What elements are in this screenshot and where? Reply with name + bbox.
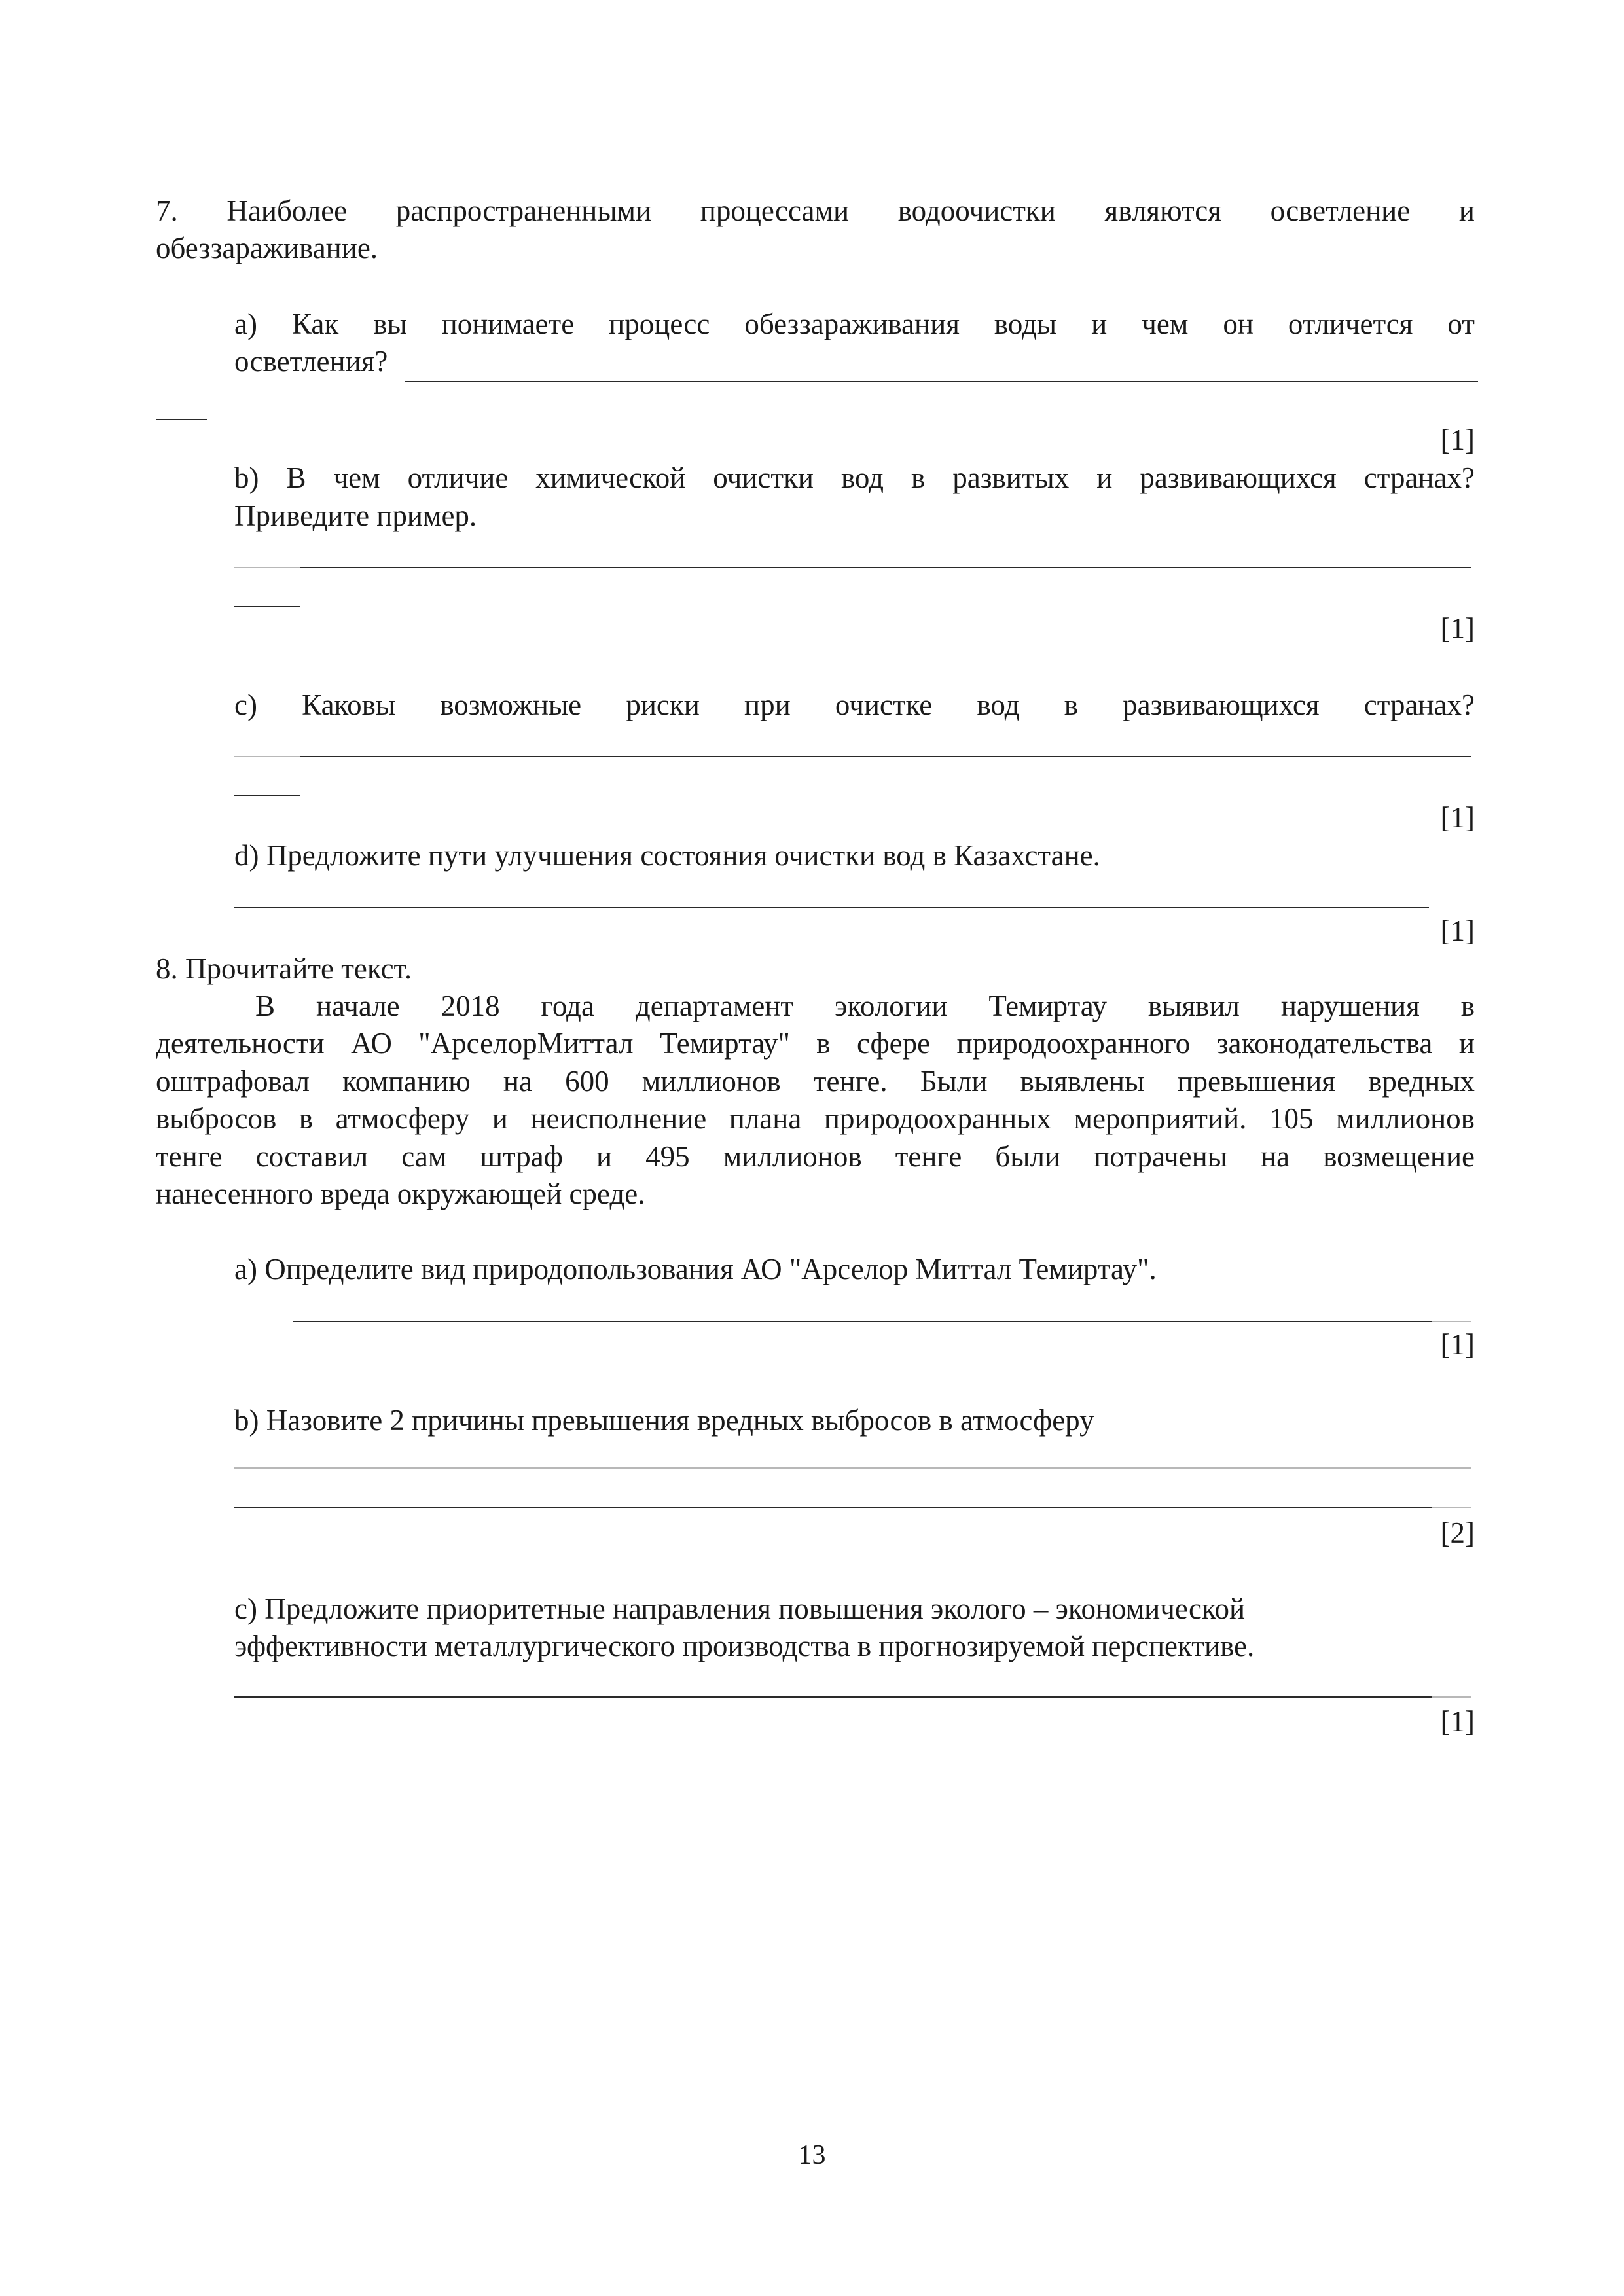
word: являются xyxy=(1104,194,1221,227)
word: химической xyxy=(535,461,686,494)
q7a-question-line1 xyxy=(234,310,1475,339)
word: компанию xyxy=(342,1065,471,1098)
word: странах? xyxy=(1363,461,1475,494)
word: вредных xyxy=(1368,1065,1475,1098)
word: возмещение xyxy=(1323,1140,1475,1173)
word: деятельности xyxy=(156,1027,325,1060)
q8-paragraph-line2 xyxy=(156,1029,1475,1058)
word: b) xyxy=(234,461,259,494)
word: вы xyxy=(373,308,407,340)
word: в xyxy=(1460,990,1475,1022)
q8b-answer-line-1[interactable] xyxy=(234,1467,1471,1469)
word: развивающихся xyxy=(1140,461,1337,494)
word: мероприятий. xyxy=(1074,1102,1247,1135)
word: 7. xyxy=(156,194,178,227)
q7-stem-line2: обеззараживание. xyxy=(156,232,378,264)
word: потрачены xyxy=(1094,1140,1227,1173)
word: неисполнение xyxy=(530,1102,707,1135)
q7b-question-line1 xyxy=(234,463,1475,493)
word: чем xyxy=(333,461,380,494)
word: выявлены xyxy=(1020,1065,1145,1098)
word: распространенными xyxy=(395,194,652,227)
word: в xyxy=(298,1102,314,1135)
word: начале xyxy=(316,990,400,1022)
word: чем xyxy=(1142,308,1189,340)
word: выбросов xyxy=(156,1102,277,1135)
word: нарушения xyxy=(1280,990,1420,1022)
word: он xyxy=(1223,308,1254,340)
q8b-question: b) Назовите 2 причины превышения вредных выбросов в атмосферу xyxy=(234,1404,1094,1437)
q7c-score-mark: [1] xyxy=(1440,801,1475,834)
word: Каковы xyxy=(302,689,396,721)
word: атмосферу xyxy=(335,1102,470,1135)
q7b-answer-line-lead[interactable] xyxy=(234,567,300,568)
word: года xyxy=(541,990,594,1022)
word: 600 xyxy=(565,1065,609,1098)
q8-title: 8. Прочитайте текст. xyxy=(156,952,412,985)
word: Наиболее xyxy=(226,194,348,227)
word: оштрафовал xyxy=(156,1065,310,1098)
word: сфере xyxy=(857,1027,931,1060)
word: вод xyxy=(840,461,884,494)
word: воды xyxy=(994,308,1057,340)
word: отличется xyxy=(1288,308,1413,340)
q7b-question-line2: Приведите пример. xyxy=(234,499,477,532)
word: составил xyxy=(255,1140,369,1173)
word: и xyxy=(492,1102,508,1135)
word: от xyxy=(1447,308,1475,340)
word: с) xyxy=(234,689,257,721)
q7a-question-line2: осветления? xyxy=(234,345,388,378)
word: Были xyxy=(920,1065,988,1098)
word: отличие xyxy=(407,461,509,494)
q8b-answer-line-2-tail[interactable] xyxy=(1432,1507,1471,1508)
word: и xyxy=(596,1140,613,1173)
word: и xyxy=(1091,308,1108,340)
word: развивающихся xyxy=(1123,689,1320,721)
q8b-score-mark: [2] xyxy=(1440,1516,1475,1549)
page-number: 13 xyxy=(798,2140,826,2170)
word: экологии xyxy=(835,990,948,1022)
word: на xyxy=(503,1065,532,1098)
q8c-score-mark: [1] xyxy=(1440,1705,1475,1738)
word: а) xyxy=(234,308,257,340)
word: на xyxy=(1261,1140,1290,1173)
word: странах? xyxy=(1363,689,1475,721)
q7b-score-mark: [1] xyxy=(1440,612,1475,645)
q7-stem-line1 xyxy=(156,196,1475,226)
word: очистке xyxy=(835,689,933,721)
q7d-question: d) Предложите пути улучшения состояния очистки вод в Казахстане. xyxy=(234,839,1100,872)
q8c-answer-line[interactable] xyxy=(234,1696,1432,1698)
q7d-score-mark: [1] xyxy=(1440,914,1475,947)
q7a-answer-line[interactable] xyxy=(405,381,1478,382)
word: и xyxy=(1458,1027,1475,1060)
word: осветление xyxy=(1270,194,1411,227)
q7c-answer-line[interactable] xyxy=(300,756,1471,757)
word: обеззараживания xyxy=(744,308,960,340)
word: развитых xyxy=(952,461,1070,494)
word: департамент xyxy=(635,990,794,1022)
word: миллионов xyxy=(723,1140,862,1173)
word: очистки xyxy=(713,461,814,494)
word: "АрселорМиттал xyxy=(418,1027,634,1060)
word: В xyxy=(255,990,276,1022)
q7b-answer-line-continued[interactable] xyxy=(234,606,300,607)
word: АО xyxy=(351,1027,392,1060)
word: риски xyxy=(626,689,700,721)
word: вод xyxy=(977,689,1020,721)
word: процесс xyxy=(609,308,710,340)
q7d-answer-line[interactable] xyxy=(234,907,1429,908)
word: сам xyxy=(401,1140,447,1173)
q7c-answer-line-lead[interactable] xyxy=(234,756,300,757)
word: В xyxy=(286,461,306,494)
word: понимаете xyxy=(441,308,575,340)
q8-paragraph-line5 xyxy=(156,1142,1475,1172)
q7a-answer-line-continued[interactable] xyxy=(156,419,207,420)
word: 495 xyxy=(645,1140,690,1173)
q8-paragraph-line4 xyxy=(156,1104,1475,1134)
word: тенге. xyxy=(813,1065,888,1098)
word: 105 xyxy=(1269,1102,1314,1135)
q8c-answer-line-tail[interactable] xyxy=(1432,1696,1471,1698)
word: тенге xyxy=(895,1140,962,1173)
word: водоочистки xyxy=(897,194,1056,227)
q8a-question: а) Определите вид природопользования АО "Арселор Миттал Темиртау". xyxy=(234,1253,1157,1285)
word: выявил xyxy=(1147,990,1240,1022)
q8c-question-line1: с) Предложите приоритетные направления повышения эколого – экономической xyxy=(234,1592,1246,1625)
word: возможные xyxy=(440,689,582,721)
word: Темиртау xyxy=(988,990,1107,1022)
word: и xyxy=(1458,194,1475,227)
q7c-answer-line-continued[interactable] xyxy=(234,795,300,796)
word: в xyxy=(911,461,926,494)
word: плана xyxy=(729,1102,802,1135)
word: и xyxy=(1096,461,1113,494)
word: превышения xyxy=(1177,1065,1335,1098)
q8-paragraph-line6: нанесенного вреда окружающей среде. xyxy=(156,1177,645,1210)
word: в xyxy=(1064,689,1078,721)
word: Темиртау" xyxy=(659,1027,790,1060)
word: были xyxy=(995,1140,1061,1173)
q7c-question-line1 xyxy=(234,691,1475,720)
q8c-question-line2: эффективности металлургического производства в прогнозируемой перспективе. xyxy=(234,1630,1255,1662)
word: Как xyxy=(291,308,339,340)
q8b-answer-line-2[interactable] xyxy=(234,1507,1432,1508)
word: миллионов xyxy=(641,1065,781,1098)
word: миллионов xyxy=(1336,1102,1475,1135)
word: в xyxy=(816,1027,831,1060)
word: законодательства xyxy=(1216,1027,1433,1060)
q8a-answer-line-tail[interactable] xyxy=(1432,1321,1471,1322)
word: при xyxy=(744,689,791,721)
word: процессами xyxy=(700,194,850,227)
word: 2018 xyxy=(441,990,500,1022)
q8a-score-mark: [1] xyxy=(1440,1328,1475,1361)
q8-paragraph-line1 xyxy=(255,992,1475,1021)
word: природоохранного xyxy=(956,1027,1191,1060)
q8-paragraph-line3 xyxy=(156,1067,1475,1096)
word: природоохранных xyxy=(823,1102,1051,1135)
q7b-answer-line[interactable] xyxy=(300,567,1471,568)
word: тенге xyxy=(156,1140,223,1173)
q7a-score-mark: [1] xyxy=(1440,423,1475,456)
q8a-answer-line[interactable] xyxy=(293,1321,1432,1322)
word: штраф xyxy=(480,1140,563,1173)
